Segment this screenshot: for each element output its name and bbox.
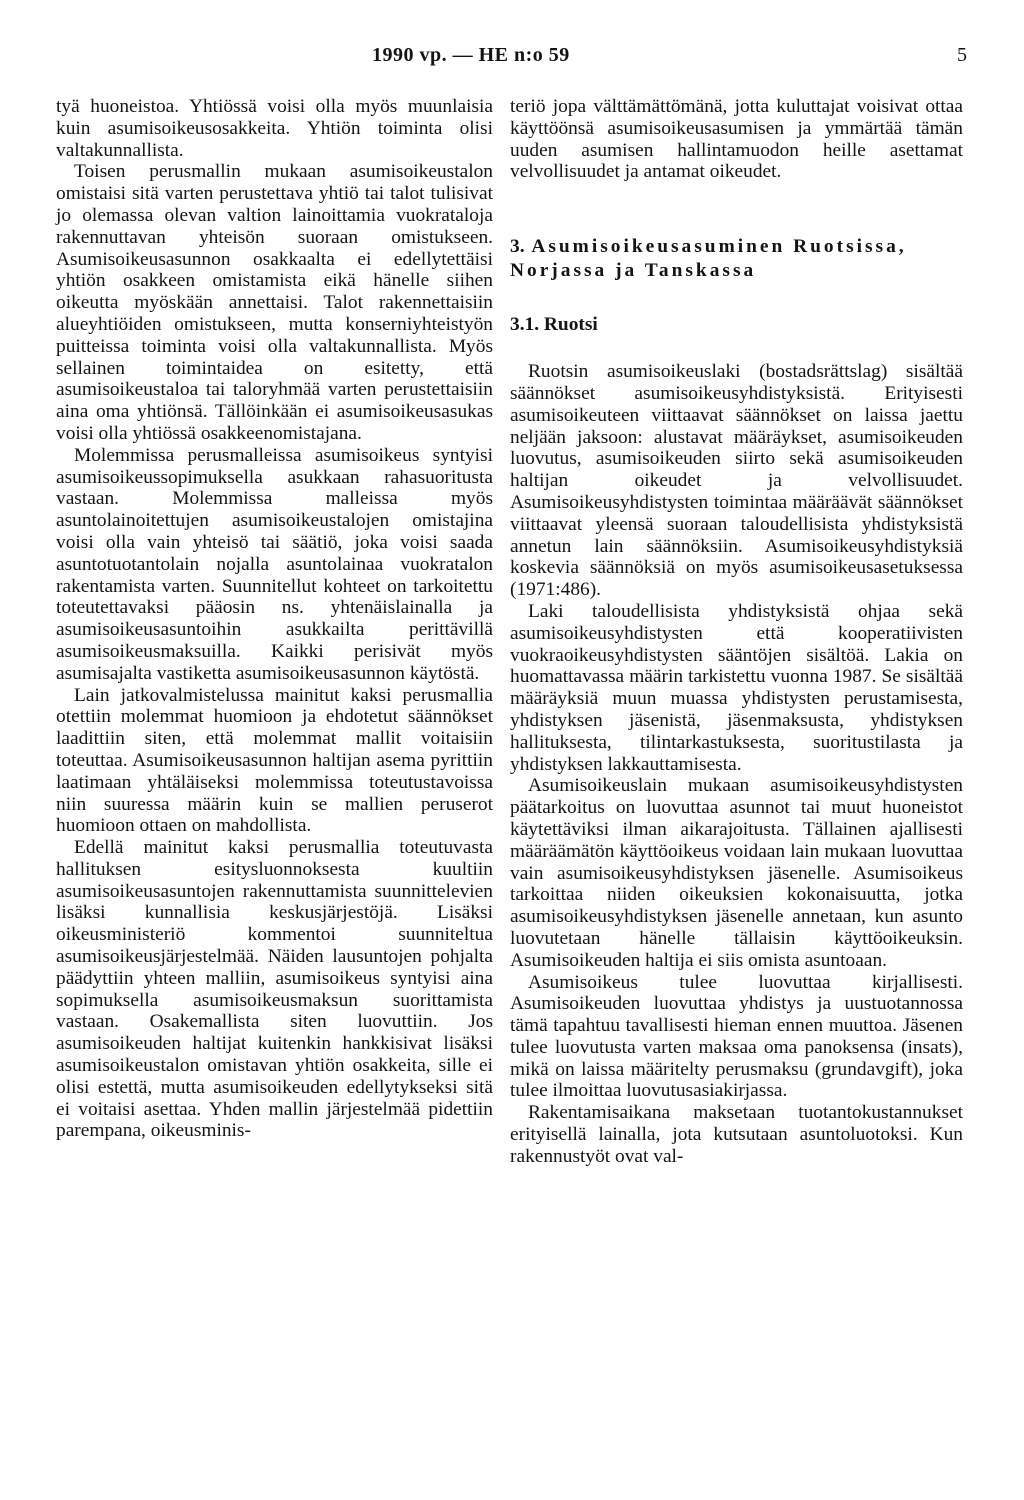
left-paragraph-3: Molemmissa perusmalleissa asumisoikeus syntyisi asumisoikeussopimuksella asukkaan rahasuoritusta vastaan. Molemmissa malleissa myös asuntolainoitettujen asumisoikeustalojen omistajina voisi olla vain yhteisö tai säätiö, joka voisi saada asuntotuotantolain nojalla asuntolainaa vuokratalon rakentamista varten. Suunnitellut kohteet on tarkoitettu toteutettavaksi pääosin ns. yhtenäislainalla ja asumisoikeusasuntoihin asukkailta perittävillä asumisoikeusmaksuilla. Kaikki perisivät myös asumisajalta vastiketta asumisoikeusasunnon käytöstä. bbox=[56, 444, 493, 684]
right-column bbox=[510, 96, 963, 1168]
section-title: Asumisoikeusasuminen Ruotsissa, Norjassa ja Tanskassa bbox=[510, 236, 907, 282]
right-paragraph-5: Rakentamisaikana maksetaan tuotantokustannukset erityisellä lainalla, jota kutsutaan asuntoluotoksi. Kun rakennustyöt ovat val- bbox=[510, 1102, 963, 1167]
right-intro-paragraph: teriö jopa välttämättömänä, jotta kuluttajat voisivat ottaa käyttöönsä asumisoikeusasumisen ja ymmärtää tämän uuden asumisen hallintamuodon heille asettamat velvollisuudet ja antamat oikeudet. bbox=[510, 96, 963, 183]
right-paragraph-4: Asumisoikeus tulee luovuttaa kirjallisesti. Asumisoikeuden luovuttaa yhdistys ja uustuotannossa tämä tapahtuu tavallisesti hieman ennen muuttoa. Jäsenen tulee luovutusta varten maksaa oma panoksensa (insats), mikä on laissa määritelty perusmaksu (grundavgift), joka tulee ilmoittaa luovutusasiakirjassa. bbox=[510, 971, 963, 1102]
right-paragraph-1: Ruotsin asumisoikeuslaki (bostadsrättslag) sisältää säännökset asumisoikeusyhdistyksistä. Erityisesti asumisoikeuteen viittaavat säännökset on laissa jaettu neljään jaksoon: alustavat määräykset, asumisoikeuden luovutus, asumisoikeuden siirto sekä asumisoikeuden haltijan oikeudet ja velvollisuudet. Asumisoikeusyhdistysten toimintaa määräävät säännökset viittaavat yleensä suoraan taloudellisista yhdistyksistä annetun lain säännöksiin. Asumisoikeusyhdistyksiä koskevia säännöksiä on myös asumisoikeusasetuksessa (1971:486). bbox=[510, 361, 963, 601]
left-paragraph-5: Edellä mainitut kaksi perusmallia toteutuvasta hallituksen esitysluonnoksesta kuultiin asumisoikeusasuntojen rakennuttamista suunnittelevien lisäksi kunnallisia keskusjärjestöjä. Lisäksi oikeusministeriö kommentoi suunniteltua asumisoikeusjärjestelmää. Näiden lausuntojen pohjalta päädyttiin yhteen malliin, asumisoikeus syntyisi aina sopimuksella asumisoikeusmaksun suorittamista vastaan. Osakemallista siten luovuttiin. Jos asumisoikeuden haltijat kuitenkin hankkisivat lisäksi asumisoikeustalon omistavan yhtiön osakkeita, sille ei olisi estettä, mutta asumisoikeuden edellytykseksi sitä ei voitaisi asettaa. Yhden mallin järjestelmää pidettiin parempana, oikeusminis- bbox=[56, 837, 493, 1142]
right-paragraph-3: Asumisoikeuslain mukaan asumisoikeusyhdistysten päätarkoitus on luovuttaa asunnot tai muut huoneistot käytettäviksi ilman aikarajoitusta. Tällainen ajallisesti määräämätön käyttöoikeus voidaan lain mukaan luovuttaa vain asumisoikeusyhdistyksen jäsenelle. Asumisoikeus tarkoittaa niiden oikeuksien kokonaisuutta, jotka asumisoikeusyhdistyksen jäsenelle annetaan, kun asunto luovutetaan hänelle tällaisin käyttöoikeuksin. Asumisoikeuden haltija ei siis omista asuntoaan. bbox=[510, 775, 963, 971]
left-column bbox=[56, 96, 493, 1142]
section-number: 3. bbox=[510, 236, 525, 258]
left-paragraph-4: Lain jatkovalmistelussa mainitut kaksi perusmallia otettiin molemmat huomioon ja ehdotetut säännökset laadittiin siten, että molemmat mallit voitaisiin toteuttaa. Asumisoikeusasunnon haltijan asema pyrittiin laatimaan yhtäläiseksi molemmissa toteutustavoissa niin suuressa määrin kuin se mallien peruserot huomioon ottaen on mahdollista. bbox=[56, 684, 493, 837]
section-heading bbox=[510, 235, 963, 283]
right-paragraph-2: Laki taloudellisista yhdistyksistä ohjaa sekä asumisoikeusyhdistysten että kooperatiivisten vuokraoikeusyhdistysten sääntöjen sisältöä. Lakia on huomattavassa määrin tarkistettu vuonna 1987. Se sisältää määräyksiä muun muassa yhdistysten perustamisesta, yhdistyksen jäsenistä, jäsenmaksusta, yhdistyksen hallituksesta, tilintarkastuksesta, suoritustilasta ja yhdistyksen lakkauttamisesta. bbox=[510, 600, 963, 775]
document-header-title: 1990 vp. — HE n:o 59 bbox=[372, 44, 570, 66]
left-paragraph-1: tyä huoneistoa. Yhtiössä voisi olla myös muunlaisia kuin asumisoikeusosakkeita. Yhtiön toiminta olisi valtakunnallista. bbox=[56, 96, 493, 161]
left-paragraph-2: Toisen perusmallin mukaan asumisoikeustalon omistaisi sitä varten perustettava yhtiö tai talot tulisivat jo olemassa olevan valtion lainoittamia vuokrataloja rakennuttavan yhteisön suoraan omistukseen. Asumisoikeusasunnon osakkaalta ei edellytettäisi yhtiön osakkeen omistamista eikä hänelle siihen oikeutta myöskään annettaisi. Talot rakennettaisiin alueyhtiöiden omistukseen, mutta konserniyhteistyön puitteissa toiminta voisi olla valtakunnallista. Myös sellainen toimintaidea on esitetty, että asumisoikeustaloa tai taloryhmää varten perustettaisiin aina oma yhtiönsä. Tällöinkään ei asumisoikeusasukas voisi olla yhtiössä osakkeenomistajana. bbox=[56, 161, 493, 444]
subsection-heading: 3.1. Ruotsi bbox=[510, 314, 598, 336]
page-header bbox=[0, 44, 1024, 74]
page-number: 5 bbox=[957, 44, 967, 66]
